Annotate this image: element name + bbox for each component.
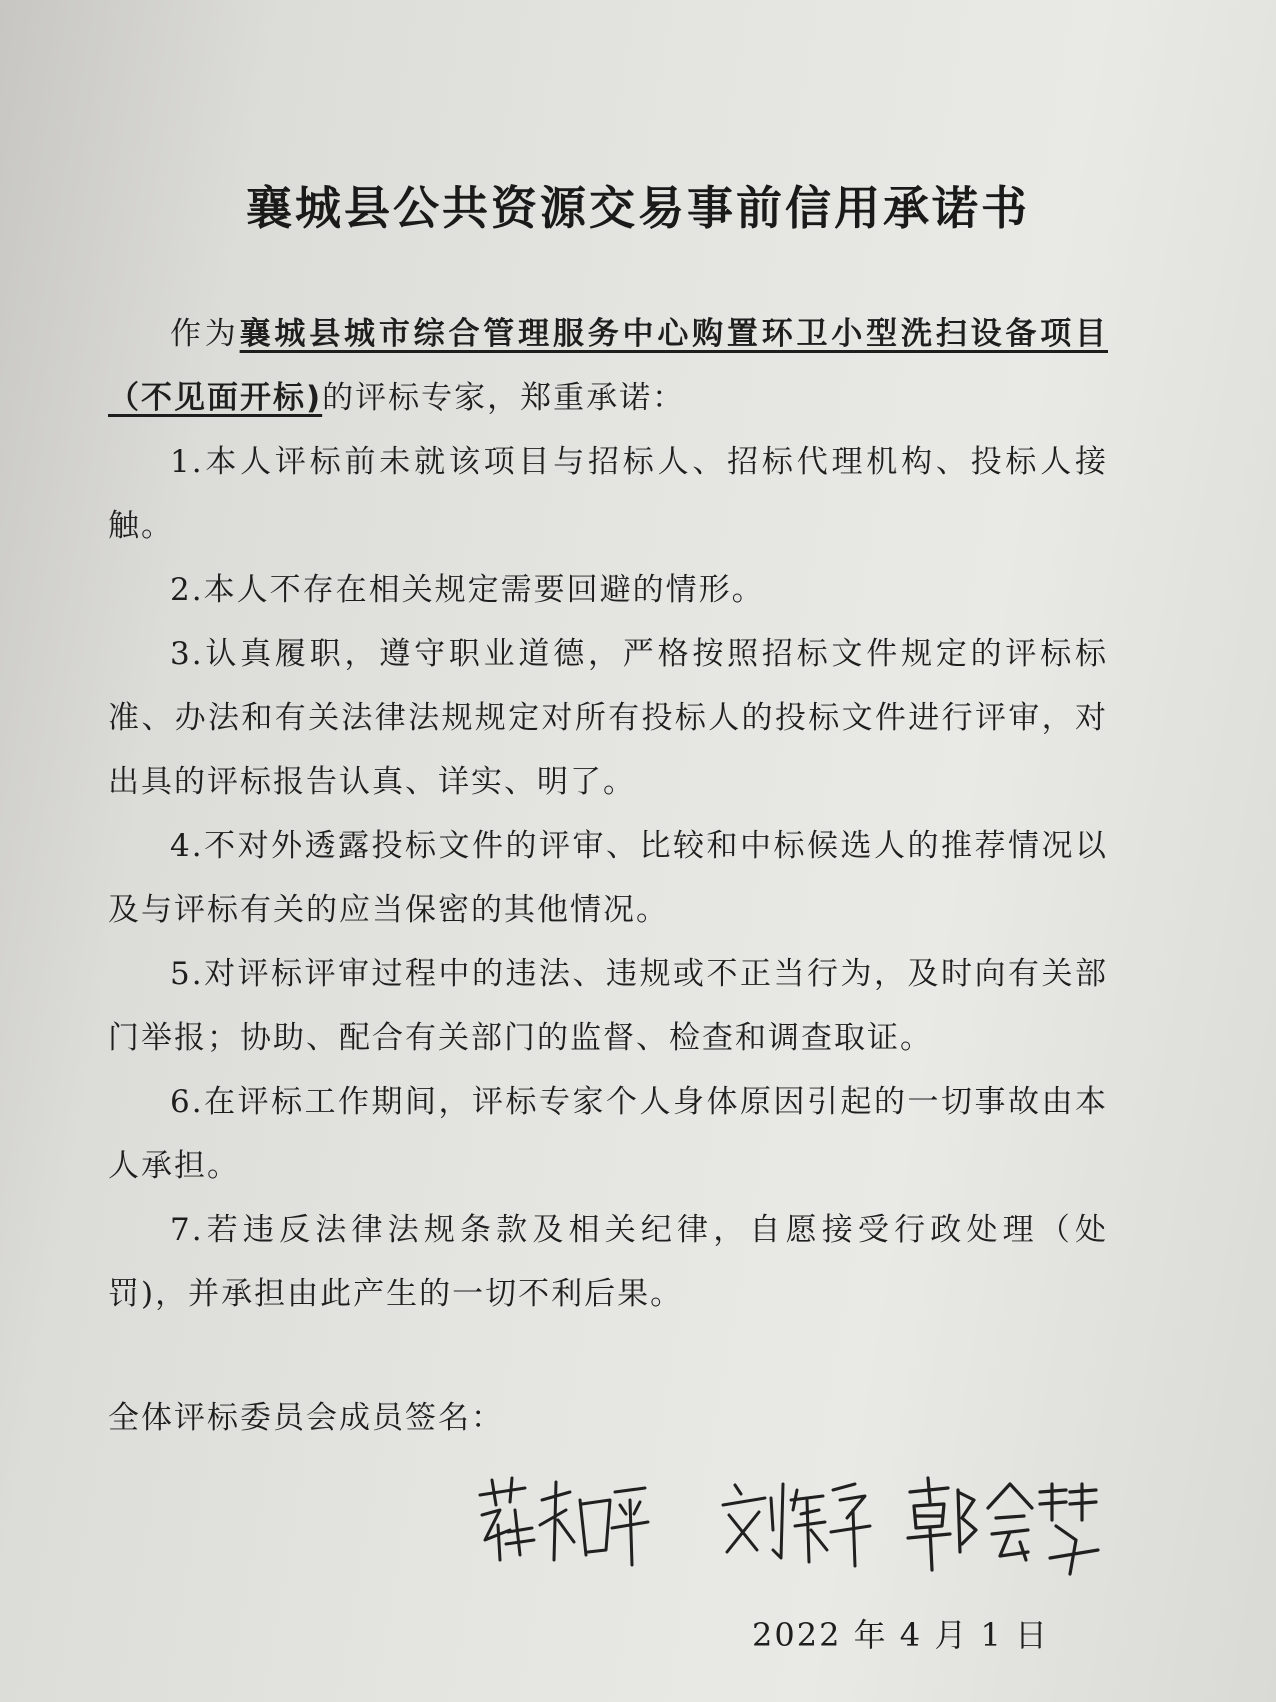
signature-3 [900,1470,1100,1580]
commitment-item-6: 6.在评标工作期间，评标专家个人身体原因引起的一切事故由本人承担。 [108,1084,1108,1184]
project-name: 襄城县城市综合管理服务中心购置环卫小型洗扫设备项目（不见面开标) [108,316,1109,416]
signature-area [470,1470,1190,1580]
document-date: 2022 年 4 月 1 日 [752,1616,1050,1654]
document-body [108,302,1108,1326]
commitment-item-2: 2.本人不存在相关规定需要回避的情形。 [170,572,765,608]
commitment-item-4: 4.不对外透露投标文件的评审、比较和中标候选人的推荐情况以及与评标有关的应当保密的其他情况。 [108,828,1108,928]
signature-1 [470,1470,650,1570]
intro-suffix: 的评标专家，郑重承诺： [322,380,686,416]
signature-2 [715,1470,875,1570]
document-title: 襄城县公共资源交易事前信用承诺书 [246,181,1030,235]
commitment-item-7: 7.若违反法律法规条款及相关纪律，自愿接受行政处理（处罚)，并承担由此产生的一切不利后果。 [108,1212,1108,1312]
commitment-item-3: 3.认真履职，遵守职业道德，严格按照招标文件规定的评标标准、办法和有关法律法规规定对所有投标人的投标文件进行评审，对出具的评标报告认真、详实、明了。 [108,636,1108,800]
signature-label: 全体评标委员会成员签名： [108,1400,504,1436]
intro-prefix: 作为 [170,316,240,352]
commitment-item-1: 1.本人评标前未就该项目与招标人、招标代理机构、投标人接触。 [108,444,1108,544]
commitment-item-5: 5.对评标评审过程中的违法、违规或不正当行为，及时向有关部门举报；协助、配合有关部门的监督、检查和调查取证。 [108,956,1108,1056]
intro-paragraph [108,302,1108,430]
